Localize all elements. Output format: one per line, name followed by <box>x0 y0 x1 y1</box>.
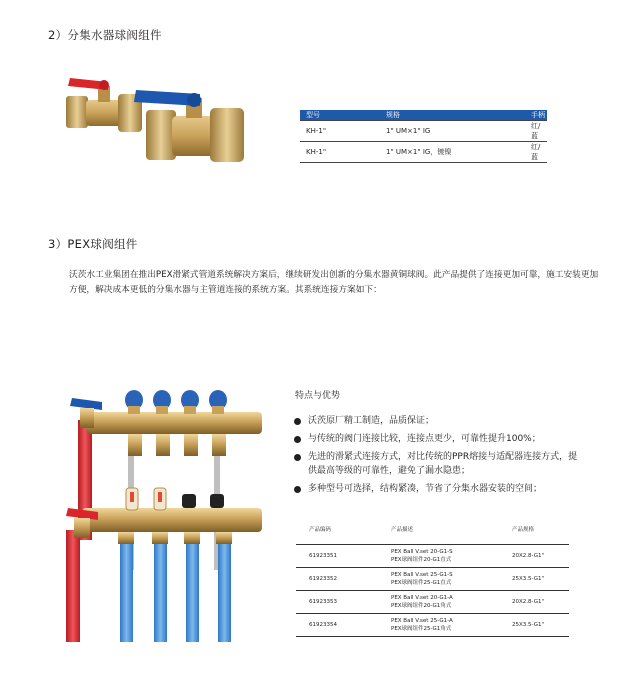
feature-text: 先进的滑紧式连接方式，对比传统的PPR熔接与适配器连接方式，提供最高等级的可靠性，避免了漏水隐患； <box>308 452 578 476</box>
product-desc-cn: PEX球阀组件25-G1角式 <box>391 626 452 632</box>
bullet-icon <box>294 436 301 443</box>
table-row <box>296 568 569 591</box>
table-bottom-rule <box>296 637 569 638</box>
product-desc-cn: PEX球阀组件20-G1角式 <box>391 603 452 609</box>
product-desc <box>383 568 502 591</box>
table-row <box>296 545 569 568</box>
bullet-icon <box>294 418 301 425</box>
product-code: 61923352 <box>296 568 383 591</box>
table-row <box>296 591 569 614</box>
table-header-desc: 产品描述 <box>391 527 414 533</box>
product-desc <box>383 591 502 614</box>
product-spec: 25X3.5-G1" <box>502 568 569 591</box>
product-code: 61923353 <box>296 591 383 614</box>
feature-text: 多种型号可选择，结构紧凑，节省了分集水器安装的空间； <box>308 484 543 494</box>
red-handle-valve <box>66 78 142 132</box>
product-code: 61923354 <box>296 614 383 637</box>
table-cell: 1" UM×1" IG，镀镍 <box>364 142 504 163</box>
feature-item <box>294 451 584 478</box>
features-title: 特点与优势 <box>295 391 341 401</box>
section-2-title: 2）分集水器球阀组件 <box>48 28 162 42</box>
product-spec: 20X2.8-G1" <box>502 591 569 614</box>
table-cell: KH-1" <box>300 142 364 163</box>
table-cell: 红/蓝 <box>504 142 547 163</box>
product-table <box>296 514 569 637</box>
table-cell: 1" UM×1" IG <box>364 121 504 142</box>
table-row <box>300 121 547 142</box>
product-desc <box>383 614 502 637</box>
section-3-title: 3）PEX球阀组件 <box>48 237 138 251</box>
blue-handle-valve <box>134 90 244 162</box>
product-code: 61923351 <box>296 545 383 568</box>
valve-spec-table <box>300 110 547 163</box>
bullet-icon <box>294 486 301 493</box>
table-header-model: 型号 <box>300 110 364 121</box>
product-desc-en: PEX Ball V.set 25-G1-S <box>391 572 453 578</box>
product-spec: 20X2.8-G1" <box>502 545 569 568</box>
product-desc-en: PEX Ball V.set 25-G1-A <box>391 618 453 624</box>
product-desc-cn: PEX球阀组件20-G1直式 <box>391 557 452 563</box>
product-desc-cn: PEX球阀组件25-G1直式 <box>391 580 452 586</box>
table-cell: 红/蓝 <box>504 121 547 142</box>
product-spec: 25X3.5-G1" <box>502 614 569 637</box>
ball-valves-photo <box>60 60 260 170</box>
product-desc-en: PEX Ball V.set 20-G1-S <box>391 549 453 555</box>
table-header-handle: 手柄 <box>504 110 547 121</box>
table-header-spec: 产品规格 <box>512 527 535 533</box>
manifold-photo <box>58 380 270 642</box>
feature-item <box>294 415 594 429</box>
feature-item <box>294 433 594 447</box>
product-desc <box>383 545 502 568</box>
table-header-row <box>296 514 569 545</box>
table-row <box>300 142 547 163</box>
feature-text: 与传统的阀门连接比较，连接点更少，可靠性提升100%； <box>308 434 541 444</box>
table-row <box>296 614 569 637</box>
product-desc-en: PEX Ball V.set 20-G1-A <box>391 595 453 601</box>
table-cell: KH-1" <box>300 121 364 142</box>
feature-text: 沃茨原厂精工制造，品质保证； <box>308 416 435 426</box>
intro-paragraph: 沃茨水工业集团在推出PEX滑紧式管道系统解决方案后，继续研发出创新的分集水器黄铜球阀。此产品提供了连接更加可靠，施工安装更加方便，解决成本更低的分集水器与主管道连接的系统方案。其系统连接方案如下： <box>69 270 599 295</box>
table-header-code: 产品编码 <box>309 527 332 533</box>
feature-item <box>294 483 594 497</box>
bullet-icon <box>294 454 301 461</box>
table-header-spec: 规格 <box>364 110 504 121</box>
